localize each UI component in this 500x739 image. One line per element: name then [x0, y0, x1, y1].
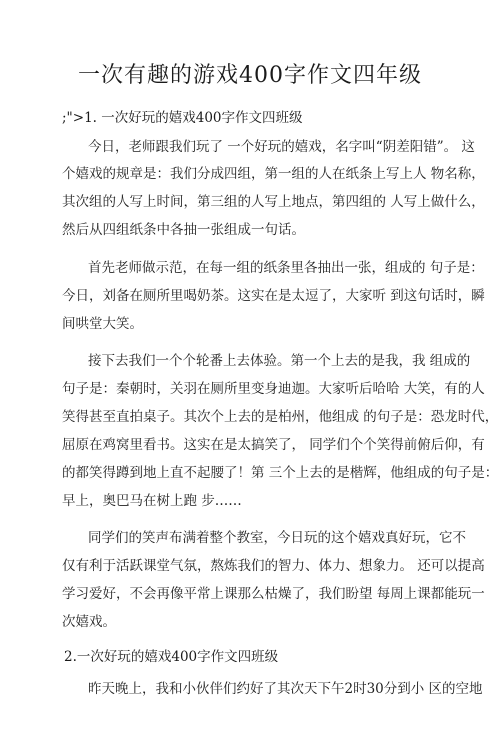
paragraph-line: 同学们的笑声布满着整个教室，今日玩的这个嬉戏真好玩，它不 [88, 530, 466, 546]
section-1-heading: ;">1. 一次好玩的嬉戏400字作文四班级 [62, 110, 303, 126]
paragraph-line: 其次组的人写上时间，第三组的人写上地点，第四组的 人写上做什么， [62, 194, 485, 210]
paragraph-line: 个嬉戏的规章是：我们分成四组，第一组的人在纸条上写上人 物名称， [62, 166, 485, 182]
paragraph-line: 间哄堂大笑。 [62, 316, 143, 332]
paragraph-line: 屈原在鸡窝里看书。这实在是太搞笑了， 同学们个个笑得前俯后仰，有 [62, 437, 485, 453]
paragraph-line: 今日，老师跟我们玩了 一个好玩的嬉戏，名字叫“阴差阳错”。 这 [88, 139, 475, 155]
section-2-heading: 2.一次好玩的嬉戏400字作文四班级 [64, 649, 279, 665]
paragraph-line: 的都笑得蹲到地上直不起腰了！第 三个上去的是楷辉，他组成的句子是： [62, 465, 499, 481]
paragraph-line: 早上，奥巴马在树上跑 步…… [62, 493, 242, 509]
paragraph-line: 然后从四组纸条中各抽一张组成一句话。 [62, 222, 305, 238]
paragraph-line: 句子是：秦朝时，关羽在厕所里变身迪迦。大家听后哈哈 大笑，有的人 [62, 381, 485, 397]
paragraph-line: 笑得甚至直拍桌子。其次个上去的是柏州，他组成 的句子是：恐龙时代， [62, 409, 499, 425]
paragraph-line: 今日，刘备在厕所里喝奶茶。这实在是太逗了，大家听 到这句话时，瞬 [62, 288, 485, 304]
paragraph-line: 昨天晚上，我和小伙伴们约好了其次天下午2时30分到小 区的空地 [88, 681, 483, 697]
paragraph-line: 仅有利于活跃课堂气氛，熬炼我们的智力、体力、想象力。 还可以提高 [62, 558, 485, 574]
paragraph-line: 学习爱好，不会再像平常上课那么枯燥了，我们盼望 每周上课都能玩一 [62, 586, 485, 602]
paragraph-line: 首先老师做示范，在每一组的纸条里各抽出一张，组成的 句子是： [88, 260, 484, 276]
paragraph-line: 次嬉戏。 [62, 614, 116, 630]
paragraph-line: 接下去我们一个个轮番上去体验。第一个上去的是我，我 组成的 [88, 353, 471, 369]
document-title: 一次有趣的游戏400字作文四年级 [78, 63, 422, 88]
